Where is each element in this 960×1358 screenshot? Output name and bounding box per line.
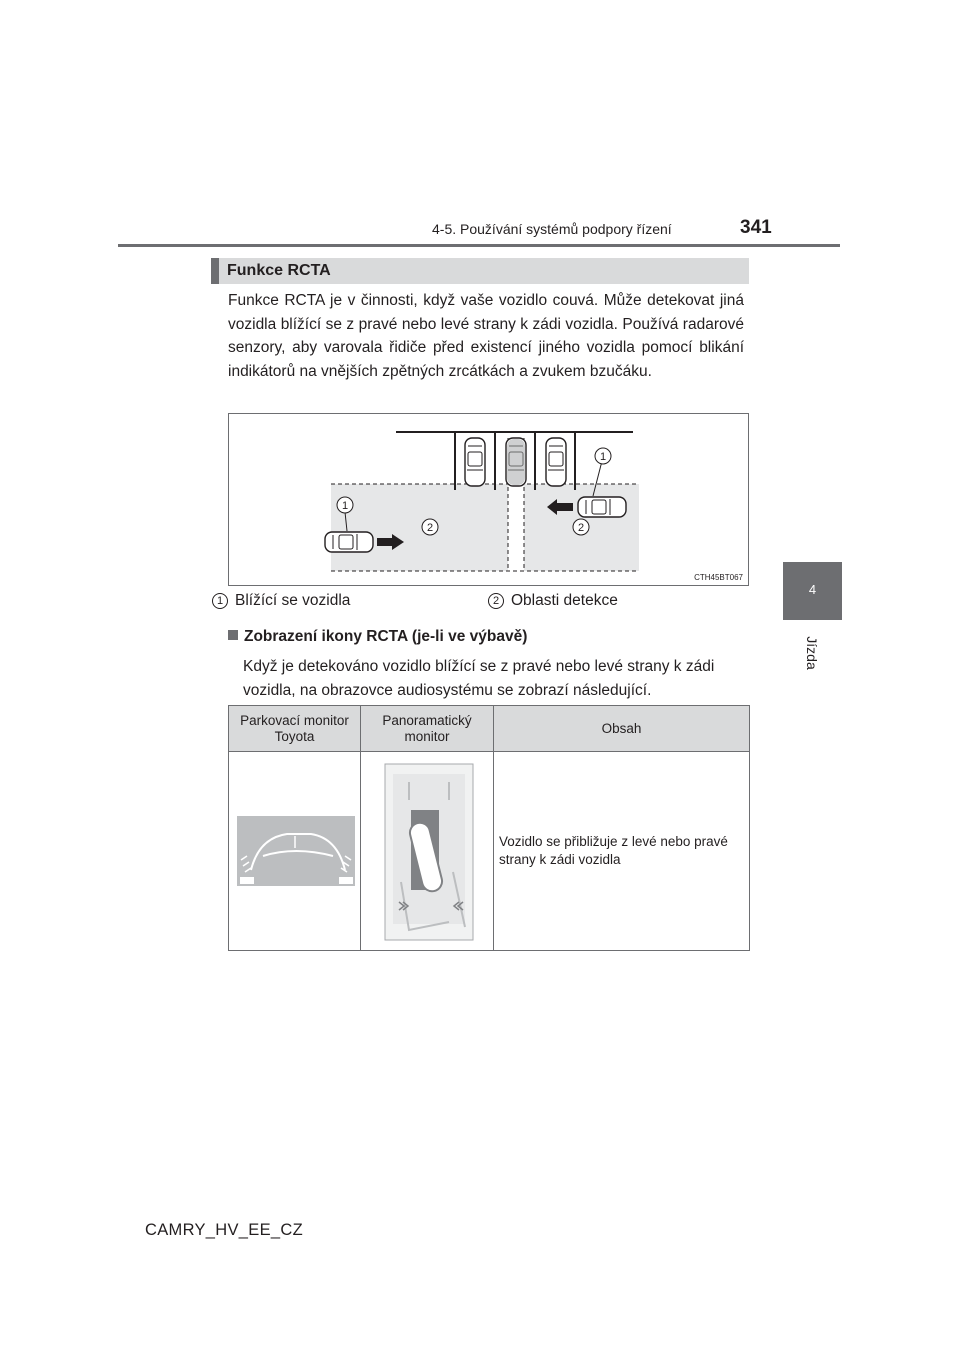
parked-car xyxy=(546,438,566,486)
rcta-icon-table xyxy=(228,705,750,951)
legend-item-detection xyxy=(488,592,618,610)
table-row xyxy=(229,752,750,951)
section-heading-bar xyxy=(211,258,749,284)
header-section-title: 4-5. Používání systémů podpory řízení xyxy=(432,221,672,237)
table-header-row xyxy=(229,706,750,752)
own-vehicle xyxy=(506,438,526,486)
figure-code: CTH45BT067 xyxy=(694,573,743,582)
approaching-vehicle-left xyxy=(325,532,373,552)
table-header: Parkovací monitor Toyota xyxy=(229,706,361,752)
section-title: Funkce RCTA xyxy=(227,262,331,279)
legend-text: Oblasti detekce xyxy=(511,592,618,609)
callout-2: 2 xyxy=(577,522,585,534)
subsection-heading xyxy=(228,628,527,646)
square-bullet-icon xyxy=(228,630,238,640)
panoramic-monitor-image xyxy=(361,752,494,945)
chapter-label xyxy=(792,625,832,685)
parking-monitor-image xyxy=(229,752,361,945)
intro-paragraph: Funkce RCTA je v činnosti, když vaše vozidlo couvá. Může detekovat jiná vozidla blížící se z pravé nebo levé strany k zádi vozidla. Používá radarové senzory, aby varovala řidiče před existencí jiného vozidla pomocí blikání indikátorů na vnějších zpětných zrcátkách a zvukem bzučáku. xyxy=(228,292,744,380)
callout-1: 1 xyxy=(599,451,607,463)
subsection-body: Když je detekováno vozidlo blížící se z pravé nebo levé strany k zádi vozidla, na obrazovce audiosystému se zobrazí následující. xyxy=(243,658,715,699)
table-header: Obsah xyxy=(494,706,750,752)
chapter-label-text: Jízda xyxy=(804,636,820,670)
content-text: Vozidlo se přibližuje z levé nebo pravé strany k zádi vozidla xyxy=(499,834,728,867)
content-cell xyxy=(494,752,750,951)
subsection-title: Zobrazení ikony RCTA (je-li ve výbavě) xyxy=(244,628,528,645)
page-number: 341 xyxy=(740,217,772,238)
rcta-detection-figure xyxy=(228,413,749,586)
callout-2: 2 xyxy=(426,522,434,534)
legend-text: Blížící se vozidla xyxy=(235,592,351,609)
callout-1: 1 xyxy=(341,500,349,512)
header-divider xyxy=(118,244,840,247)
table-header: Panoramatický monitor xyxy=(361,706,494,752)
legend-num: 1 xyxy=(212,593,228,609)
panoramic-monitor-cell xyxy=(361,752,494,951)
chapter-number: 4 xyxy=(808,582,817,597)
chapter-tab xyxy=(783,562,842,620)
footer-doc-code: CAMRY_HV_EE_CZ xyxy=(145,1221,303,1239)
legend-item-approaching xyxy=(212,592,350,610)
parked-car xyxy=(465,438,485,486)
legend-num: 2 xyxy=(488,593,504,609)
detection-diagram xyxy=(229,414,748,585)
detection-zone-left xyxy=(331,484,508,571)
approaching-vehicle-right xyxy=(578,497,626,517)
parking-monitor-cell xyxy=(229,752,361,951)
section-heading-accent xyxy=(211,258,219,284)
